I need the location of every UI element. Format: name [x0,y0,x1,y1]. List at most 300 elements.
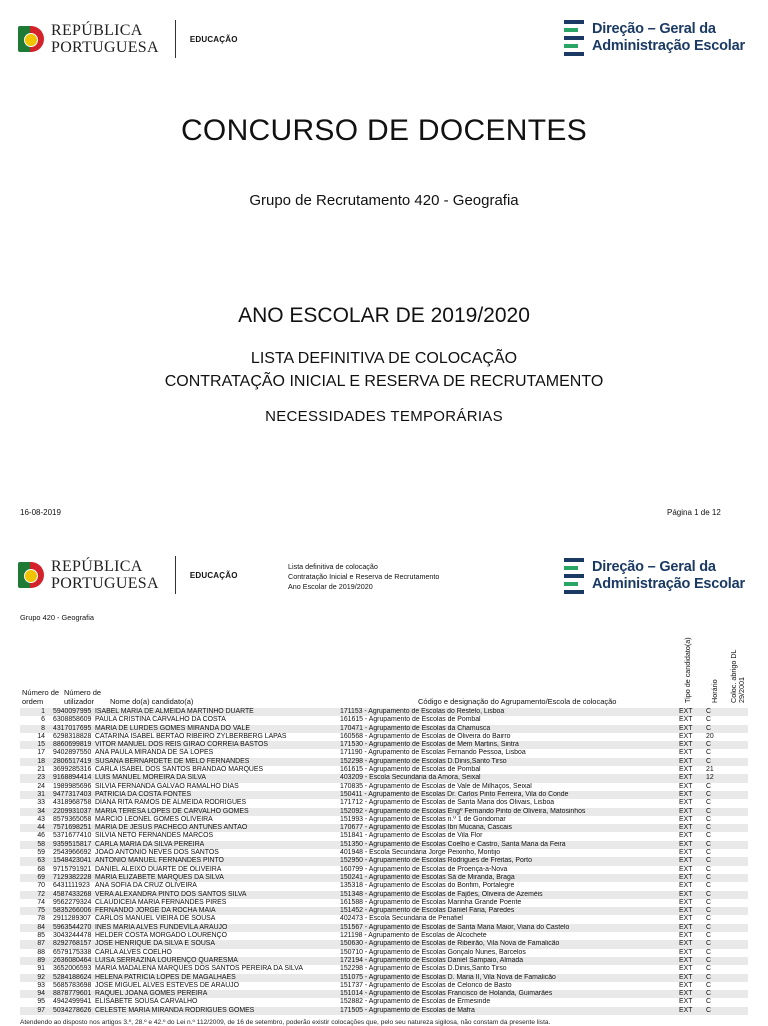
cell-horario: C [706,957,726,965]
cell-ordem: 33 [37,799,45,807]
cell-escola: 170835 - Agrupamento de Escolas de Vale de Milhaços, Seixal [340,782,532,790]
logo-divider [175,20,176,58]
cell-tipo: EXT [679,998,693,1006]
cell-nome: MARIA ELIZABETE MARQUES DA SILVA [95,874,340,882]
cell-utilizador: 2209931037 [53,808,95,816]
meta-line1: Lista definitiva de colocação [288,562,378,571]
cell-nome: MARIA MADALENA MARQUES DOS SANTOS PEREIRA DA SILVA [95,965,303,973]
cell-utilizador: 7571698251 [53,824,95,832]
cell-nome: ELISABETE SOUSA CARVALHO [95,998,198,1006]
cell-ordem: 46 [37,832,45,840]
cell-escola: 152950 - Agrupamento de Escolas Rodrigues de Freitas, Porto [340,857,679,865]
cell-escola: 171190 - Agrupamento de Escolas Fernando Pessoa, Lisboa [340,749,526,757]
cell-coloc [726,957,748,965]
cell-tipo: EXT [679,824,706,832]
cell-escola: 171153 - Agrupamento de Escolas do Restelo, Lisboa [340,708,679,716]
cell-tipo: EXT [679,907,706,915]
cell-ordem: 97 [20,1007,53,1015]
cell-utilizador: 5034278626 [53,1007,95,1015]
table-row [20,832,748,840]
cell-ordem: 72 [20,891,53,899]
cell-nome: PATRICIA DA COSTA FONTES [95,791,340,799]
cell-ordem: 94 [20,990,53,998]
table-row [20,824,748,832]
cell-utilizador: 9715791921 [53,865,92,873]
table-row [20,990,748,998]
cell-ordem: 23 [20,774,53,782]
cell-escola: 152092 - Agrupamento de Escolas Engº Fernando Pinto de Oliveira, Matosinhos [340,808,679,816]
cell-coloc [726,741,748,749]
cell-horario: C [706,907,726,915]
cell-escola: 151993 - Agrupamento de Escolas n.º 1 de Gondomar [340,815,506,823]
cell-escola: 403209 - Escola Secundária da Amora, Seixal [340,774,679,782]
dgae-mark-icon [564,558,584,594]
cell-escola: 161615 - Agrupamento de Escolas de Pombal [340,766,481,774]
dgae-logo-page2 [564,558,745,594]
table-row [20,907,748,915]
cell-ordem: 95 [37,998,45,1006]
cell-nome: CARLA ALVES COELHO [95,948,172,956]
cell-escola: 152882 - Agrupamento de Escolas de Ermesinde [340,998,491,1006]
cell-nome: FERNANDO JORGE DA ROCHA MAIA [95,907,340,915]
cell-horario: C [706,832,711,840]
cell-utilizador: 2911289307 [53,915,91,923]
cell-tipo: EXT [679,849,693,857]
cell-tipo: EXT [679,932,693,940]
cell-ordem: 15 [20,741,53,749]
cell-horario: C [706,741,726,749]
cell-coloc [726,749,748,757]
cell-nome: ANA PAULA MIRANDA DE SÁ LOPES [95,749,214,757]
table-row [20,808,748,816]
cell-coloc [726,982,748,990]
cell-tipo: EXT [679,716,693,724]
cell-nome: CARLA ISABEL DOS SANTOS BRANDÃO MARQUES [95,766,264,774]
cell-horario: C [706,882,711,890]
meta-line3: Ano Escolar de 2019/2020 [288,582,373,591]
cell-nome: ANTONIO MANUEL FERNANDES PINTO [95,857,340,865]
portugal-flag-icon [18,24,44,54]
cell-nome: CARLOS MANUEL VIEIRA DE SOUSA [95,915,216,923]
table-row [20,1007,748,1015]
col-header-ordem: Número de ordem [22,688,60,706]
cell-coloc [726,849,748,857]
cell-utilizador: 1548423041 [53,857,95,865]
cell-coloc [726,783,748,791]
col-header-coloc: Coloc. abrigo DL 29/2001 [729,649,746,703]
cell-coloc [726,733,748,741]
cell-tipo: EXT [679,774,706,782]
cell-coloc [726,949,748,957]
cell-escola: 160799 - Agrupamento de Escolas de Proença-a-Nova [340,865,508,873]
cell-ordem: 31 [20,791,53,799]
cell-horario: C [706,974,726,982]
cell-escola: 151737 - Agrupamento de Escolas de Celorico de Basto [340,981,512,989]
cell-utilizador: 3699285316 [53,766,92,774]
cell-utilizador: 9402897550 [53,749,92,757]
cell-nome: RAQUEL JOANA GOMES PEREIRA [95,990,340,998]
cell-utilizador: 6298318828 [53,732,92,740]
cell-tipo: EXT [679,766,693,774]
ministry-label: EDUCAÇÃO [189,570,238,580]
cell-nome: VITOR MANUEL DOS REIS GIRÃO CORREIA BASTOS [95,741,340,749]
cell-nome: VERA ALEXANDRA PINTO DOS SANTOS SILVA [95,891,340,899]
cell-utilizador: 8860699819 [53,741,95,749]
cell-nome: SILVIA FERNANDA GALVÃO RAMALHO DIAS [95,782,239,790]
table-row [20,766,748,774]
table-row [20,899,748,907]
col-header-utilizador: Número de utilizador [64,688,102,706]
col-header-escola: Código e designação do Agrupamento/Escola de colocação [418,697,617,706]
government-logo-page2 [18,556,238,594]
cell-nome: JOSÉ HENRIQUE DA SILVA E SOUSA [95,940,340,948]
cell-escola: 150630 - Agrupamento de Escolas de Ribeirão, Vila Nova de Famalicão [340,940,679,948]
cell-horario: 12 [706,774,726,782]
cell-escola: 401948 - Escola Secundária Jorge Peixinho, Montijo [340,849,501,857]
cell-coloc [726,940,748,948]
cell-ordem: 92 [20,974,53,982]
table-row [20,998,748,1006]
cell-coloc [726,965,748,973]
table-row [20,857,748,865]
cell-coloc [726,774,748,782]
cell-escola: 171530 - Agrupamento de Escolas de Mem Martins, Sintra [340,741,679,749]
cell-escola: 151348 - Agrupamento de Escolas de Fajões, Oliveira de Azeméis [340,891,679,899]
table-row [20,982,748,990]
table-row [20,849,748,857]
table-row [20,716,748,724]
cell-utilizador: 2636080464 [53,957,95,965]
cell-nome: SUSANA BERNARDETE DE MELO FERNANDES [95,758,340,766]
cell-ordem: 43 [37,815,45,823]
dgae-line1: Direção – Geral da [592,21,716,37]
meta-line2: Contratação Inicial e Reserva de Recrutamento [288,572,440,581]
cell-tipo: EXT [679,857,706,865]
placement-table [20,708,748,1015]
table-row [20,708,748,716]
cell-utilizador: 2806517419 [53,758,95,766]
cell-utilizador: 9562279324 [53,898,92,906]
cell-coloc [726,791,748,799]
cell-tipo: EXT [679,965,693,973]
dgae-logo [564,20,745,56]
cell-tipo: EXT [679,799,693,807]
school-year: ANO ESCOLAR DE 2019/2020 [238,304,530,327]
cell-escola: 171712 - Agrupamento de Escolas de Santa Maria dos Olivais, Lisboa [340,799,555,807]
cell-tipo: EXT [679,749,693,757]
table-row [20,965,748,973]
group-label: Grupo 420 - Geografia [20,613,94,622]
cell-horario: C [706,865,711,873]
cell-ordem: 21 [37,766,45,774]
page2-meta [288,562,439,592]
cell-escola: 170471 - Agrupamento de Escolas da Chamusca [340,725,679,733]
table-row [20,783,748,791]
cell-escola: 160568 - Agrupamento de Escolas de Oliveira do Bairro [340,732,511,740]
cell-nome: ANA SOFIA DA CRUZ OLIVEIRA [95,882,197,890]
cell-escola: 151350 - Agrupamento de Escolas Coelho e Castro, Santa Maria da Feira [340,841,679,849]
cell-nome: DIANA RITA RAMOS DE ALMEIDA RODRIGUES [95,799,247,807]
cell-escola: 151567 - Agrupamento de Escolas de Santa Maria Maior, Viana do Castelo [340,924,679,932]
table-row [20,816,748,824]
cell-utilizador: 3043244478 [53,932,92,940]
cell-horario: C [706,841,726,849]
cell-ordem: 8 [20,725,53,733]
cell-ordem: 17 [37,749,45,757]
republic-line1: REPÚBLICA [51,558,143,575]
republic-line1: REPÚBLICA [51,22,143,39]
table-row [20,733,748,741]
cell-escola: 135318 - Agrupamento de Escolas do Bonfim, Portalegre [340,882,515,890]
dgae-line1: Direção – Geral da [592,559,716,575]
cell-ordem: 14 [37,732,45,740]
cell-horario: 20 [706,732,714,740]
cell-horario: C [706,940,726,948]
cell-coloc [726,832,748,840]
cell-coloc [726,866,748,874]
list-title-line2: CONTRATAÇÃO INICIAL E RESERVA DE RECRUTAMENTO [164,373,604,390]
cell-tipo: EXT [679,898,693,906]
cell-escola: 152298 - Agrupamento de Escolas D.Dinis,Santo Tirso [340,965,507,973]
cell-horario: C [706,824,726,832]
cell-coloc [726,841,748,849]
cell-horario: C [706,799,711,807]
cell-coloc [726,974,748,982]
cell-nome: LUÍS MANUEL MOREIRA DA SILVA [95,774,340,782]
cell-ordem: 1 [20,708,53,716]
table-row [20,874,748,882]
cell-tipo: EXT [679,791,706,799]
cell-escola: 150411 - Agrupamento de Escolas Dr. Carlos Pinto Ferreira, Vila do Conde [340,791,679,799]
cell-coloc [726,716,748,724]
cell-ordem: 68 [37,865,45,873]
footnote: Atendendo ao disposto nos artigos 3.º, 28.º e 42.º do Lei n.º 112/2009, de 16 de setembro, poderão existir colocações que, pelo seu natureza sigilosa, não constam da presente lista. [20,1019,551,1026]
cell-horario: C [706,915,711,923]
cell-coloc [726,915,748,923]
col-header-nome: Nome do(a) candidato(a) [110,697,194,706]
cell-ordem: 59 [37,849,45,857]
cell-ordem: 89 [20,957,53,965]
cell-horario: C [706,857,726,865]
cell-ordem: 87 [20,940,53,948]
cell-horario: C [706,849,711,857]
cell-escola: 402473 - Escola Secundária de Penafiel [340,915,463,923]
cell-escola: 121198 - Agrupamento de Escolas de Alcochete [340,932,487,940]
cell-utilizador: 5371677410 [53,832,92,840]
footer-page: Página 1 de 12 [667,508,721,517]
cell-ordem: 18 [20,758,53,766]
cell-tipo: EXT [679,741,706,749]
cell-tipo: EXT [679,874,706,882]
cell-nome: INÊS MARIA ALVES FUNDEVILA ARAUJO [95,924,340,932]
cell-horario: C [706,898,711,906]
cell-ordem: 84 [20,924,53,932]
cell-tipo: EXT [679,841,706,849]
cell-horario: C [706,808,726,816]
cell-horario: C [706,725,726,733]
cell-coloc [726,766,748,774]
cell-horario: C [706,815,711,823]
cell-utilizador: 8292768157 [53,940,95,948]
cell-horario: C [706,891,726,899]
cell-nome: CARLA MARIA DA SILVA PEREIRA [95,841,340,849]
cell-coloc [726,1007,748,1015]
cell-tipo: EXT [679,732,693,740]
cell-nome: SILVIA NETO FERNANDES MARCOS [95,832,214,840]
cell-escola: 150241 - Agrupamento de Escolas Sá de Miranda, Braga [340,874,679,882]
needs-title: NECESSIDADES TEMPORÁRIAS [265,408,503,425]
cell-horario: C [706,981,711,989]
cell-utilizador: 8878779601 [53,990,95,998]
cell-ordem: 44 [20,824,53,832]
cell-utilizador: 9477317403 [53,791,95,799]
cell-escola: 151014 - Agrupamento de Escolas Francisco de Holanda, Guimarães [340,990,679,998]
cell-tipo: EXT [679,782,693,790]
cell-horario: C [706,1007,726,1015]
cell-coloc [726,725,748,733]
cell-coloc [726,990,748,998]
cell-tipo: EXT [679,1007,706,1015]
cell-horario: C [706,932,711,940]
cell-ordem: 78 [37,915,45,923]
table-row [20,749,748,757]
cell-tipo: EXT [679,832,693,840]
table-row [20,774,748,782]
cell-coloc [726,824,748,832]
republic-name [51,22,159,56]
cell-utilizador: 4317017695 [53,725,95,733]
cell-ordem: 69 [20,874,53,882]
table-row [20,866,748,874]
table-row [20,758,748,766]
cell-escola: 161615 - Agrupamento de Escolas de Pombal [340,716,481,724]
table-row [20,891,748,899]
cell-coloc [726,808,748,816]
portugal-flag-icon [18,560,44,590]
cell-horario: C [706,924,726,932]
cell-tipo: EXT [679,758,706,766]
dgae-mark-icon [564,20,584,56]
table-row [20,940,748,948]
table-row [20,841,748,849]
cell-coloc [726,891,748,899]
cell-utilizador: 5835266006 [53,907,95,915]
cell-tipo: EXT [679,981,693,989]
cell-tipo: EXT [679,708,706,716]
cell-horario: C [706,874,726,882]
cell-escola: 171505 - Agrupamento de Escolas de Mafra [340,1007,679,1015]
cell-ordem: 93 [37,981,45,989]
cell-tipo: EXT [679,865,693,873]
cell-utilizador: 8579365058 [53,815,92,823]
cell-coloc [726,799,748,807]
cell-utilizador: 2543966692 [53,849,92,857]
cell-tipo: EXT [679,940,706,948]
logo-divider [175,556,176,594]
cell-ordem: 58 [20,841,53,849]
cell-utilizador: 5940097995 [53,708,95,716]
cell-horario: C [706,990,726,998]
cell-tipo: EXT [679,915,693,923]
table-row [20,924,748,932]
cell-ordem: 24 [37,782,45,790]
cell-utilizador: 5963544270 [53,924,95,932]
cell-horario: C [706,965,711,973]
cell-tipo: EXT [679,957,706,965]
cell-ordem: 91 [37,965,45,973]
ministry-label: EDUCAÇÃO [189,34,238,44]
cell-ordem: 70 [37,882,45,890]
col-header-tipo: Tipo de candidato(a) [683,637,692,703]
cell-escola: 161588 - Agrupamento de Escolas Marinha Grande Poente [340,898,522,906]
table-row [20,882,748,890]
col-header-horario: Horário [710,679,719,703]
cell-nome: DANIEL ALEIXO DUARTE DE OLIVEIRA [95,865,222,873]
table-row [20,949,748,957]
cell-escola: 151452 - Agrupamento de Escolas Daniel Faria, Paredes [340,907,679,915]
cell-horario: C [706,791,726,799]
cell-nome: HELENA PATRICIA LOPES DE MAGALHÃES [95,974,340,982]
cell-nome: PAULA CRISTINA CARVALHO DA COSTA [95,716,226,724]
republic-line2: PORTUGUESA [51,575,159,592]
cell-ordem: 34 [20,808,53,816]
list-title-line1: LISTA DEFINITIVA DE COLOCAÇÃO [250,350,518,367]
cell-tipo: EXT [679,891,706,899]
cell-escola: 150710 - Agrupamento de Escolas Gonçalo Nunes, Barcelos [340,948,526,956]
cell-escola: 151075 - Agrupamento de Escolas D. Maria II, Vila Nova de Famalicão [340,974,679,982]
cell-coloc [726,758,748,766]
table-row [20,915,748,923]
cell-coloc [726,924,748,932]
table-row [20,932,748,940]
cell-nome: CELESTE MARIA MIRANDA RODRIGUES GOMES [95,1007,340,1015]
table-row [20,957,748,965]
cell-nome: JOSÉ MIGUEL ALVES ESTEVES DE ARAÚJO [95,981,239,989]
cell-horario: C [706,716,711,724]
cell-utilizador: 6579175338 [53,948,92,956]
cell-ordem: 85 [37,932,45,940]
cell-ordem: 6 [41,716,45,724]
cell-nome: JOÃO ANTONIO NEVES DOS SANTOS [95,849,219,857]
cell-nome: ISABEL MARIA DE ALMEIDA MARTINHO DUARTE [95,708,340,716]
cell-tipo: EXT [679,815,693,823]
cell-tipo: EXT [679,725,706,733]
cell-horario: 21 [706,766,714,774]
cell-utilizador: 7129382228 [53,874,95,882]
cell-escola: 151841 - Agrupamento de Escolas de Vila Flor [340,832,483,840]
cell-horario: C [706,708,726,716]
cell-coloc [726,998,748,1006]
cell-utilizador: 4942499941 [53,998,92,1006]
cell-coloc [726,816,748,824]
cell-utilizador: 4318968758 [53,799,92,807]
cell-ordem: 63 [20,857,53,865]
cell-tipo: EXT [679,948,693,956]
cell-nome: MARIA DE LURDES GOMES MIRANDA DO VALE [95,725,340,733]
cell-tipo: EXT [679,990,706,998]
cell-horario: C [706,782,711,790]
cell-utilizador: 9359515817 [53,841,95,849]
cell-utilizador: 4587433268 [53,891,95,899]
cell-utilizador: 6308858609 [53,716,92,724]
cell-coloc [726,932,748,940]
cell-tipo: EXT [679,808,706,816]
cell-nome: CLAUDICÉIA MARIA FERNANDES PIRES [95,898,227,906]
cell-coloc [726,882,748,890]
table-row [20,741,748,749]
cell-utilizador: 3652006593 [53,965,92,973]
page-title: CONCURSO DE DOCENTES [180,114,588,147]
